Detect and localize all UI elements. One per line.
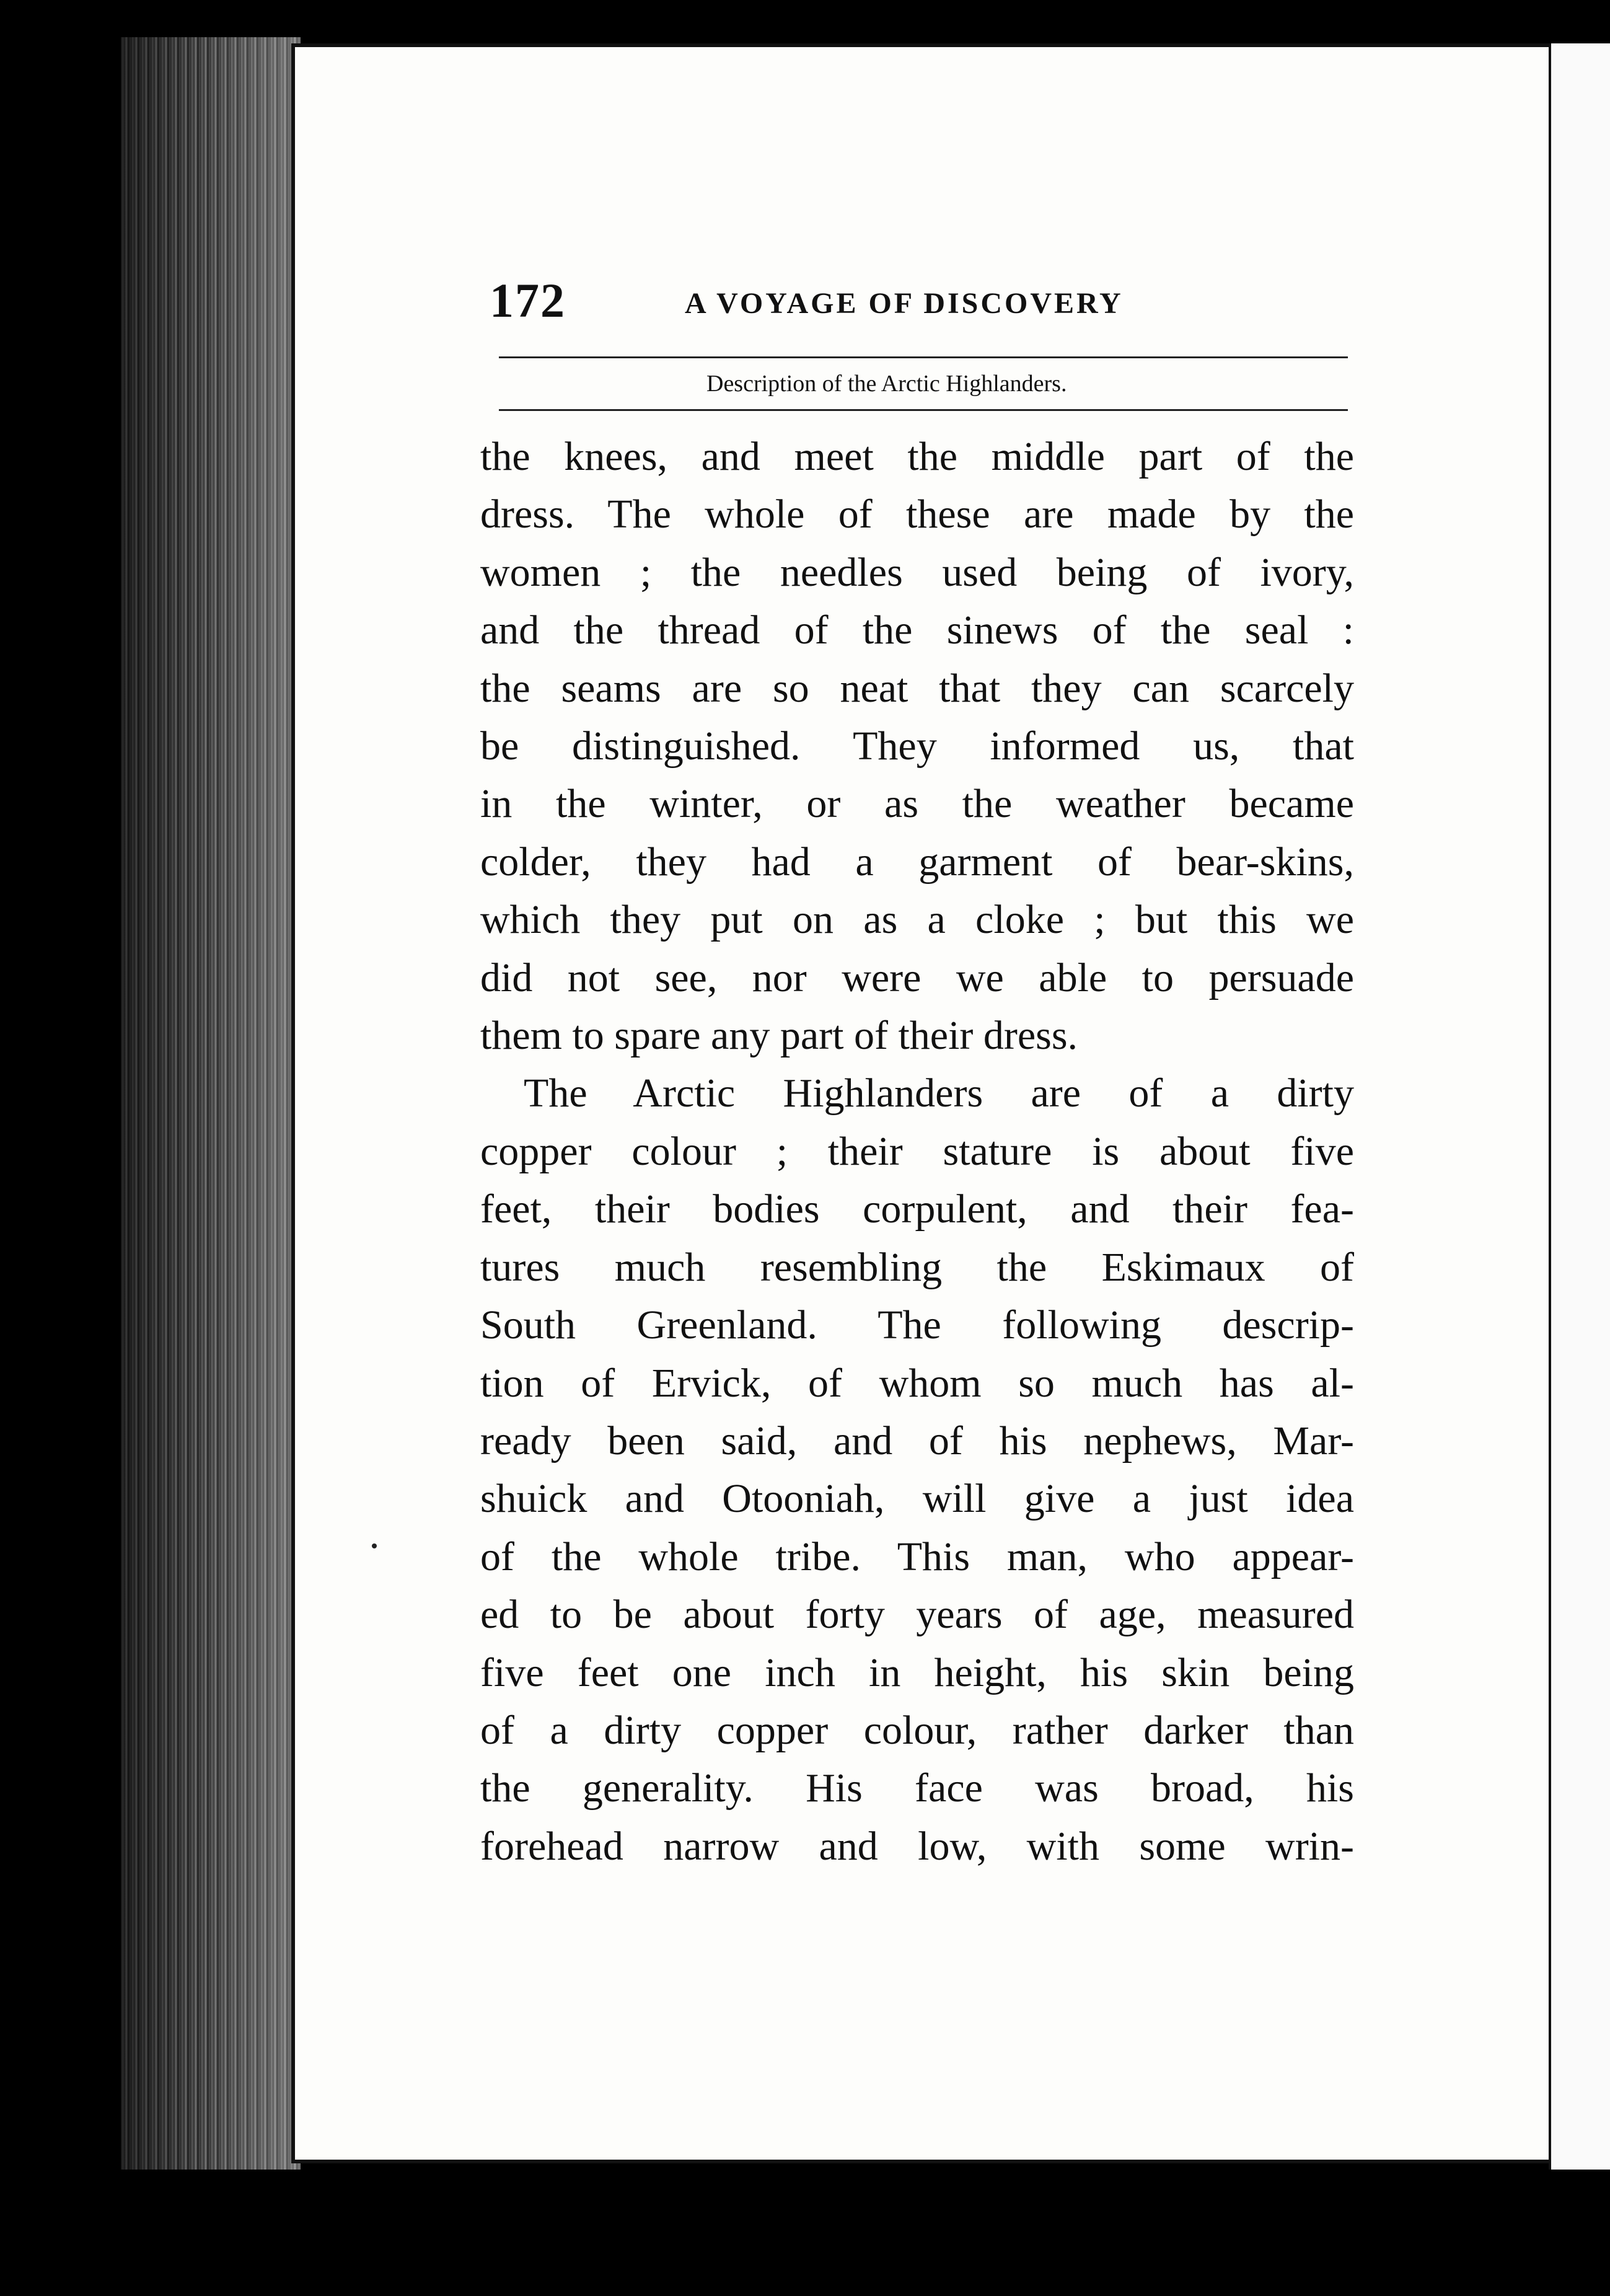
text-line: of a dirty copper colour, rather darker than <box>480 1707 1354 1753</box>
facing-page-edge <box>1549 43 1610 2170</box>
text-line: feet, their bodies corpulent, and their fea- <box>480 1186 1354 1232</box>
text-line: shuick and Otooniah, will give a just idea <box>480 1476 1354 1522</box>
text-line: and the thread of the sinews of the seal : <box>480 607 1354 653</box>
text-line: tures much resembling the Eskimaux of <box>480 1244 1354 1290</box>
text-line: them to spare any part of their dress. <box>480 1013 1078 1059</box>
text-line: be distinguished. They informed us, that <box>480 723 1354 769</box>
text-line: dress. The whole of these are made by the <box>480 492 1354 537</box>
text-line: in the winter, or as the weather became <box>480 781 1354 827</box>
text-line: did not see, nor were we able to persuade <box>480 955 1354 1000</box>
text-line: ready been said, and of his nephews, Mar- <box>480 1418 1354 1464</box>
text-line: the generality. His face was broad, his <box>480 1765 1354 1811</box>
text-line: forehead narrow and low, with some wrin- <box>480 1823 1354 1869</box>
text-line: the seams are so neat that they can scarcely <box>480 665 1354 711</box>
text-line: women ; the needles used being of ivory, <box>480 549 1354 595</box>
text-line: The Arctic Highlanders are of a dirty <box>524 1071 1354 1116</box>
body-text <box>480 428 1354 1875</box>
header-rule-top <box>499 356 1348 358</box>
text-line: which they put on as a cloke ; but this we <box>480 897 1354 943</box>
ink-speck <box>372 1543 377 1548</box>
text-line: five feet one inch in height, his skin being <box>480 1649 1354 1695</box>
page-edges <box>121 37 301 2170</box>
text-line: South Greenland. The following descrip- <box>480 1302 1354 1348</box>
text-line: colder, they had a garment of bear-skins, <box>480 839 1354 885</box>
header-rule-bottom <box>499 409 1348 411</box>
text-line: copper colour ; their stature is about five <box>480 1128 1354 1174</box>
page-number: 172 <box>490 273 566 327</box>
text-line: of the whole tribe. This man, who appear- <box>480 1534 1354 1579</box>
section-heading: Description of the Arctic Highlanders. <box>706 371 1067 397</box>
text-line: the knees, and meet the middle part of the <box>480 434 1354 479</box>
running-head <box>490 273 1357 347</box>
text-line: ed to be about forty years of age, measured <box>480 1592 1354 1638</box>
text-line: tion of Ervick, of whom so much has al- <box>480 1360 1354 1406</box>
book-title: A VOYAGE OF DISCOVERY <box>685 287 1124 320</box>
paragraph-2 <box>480 1064 1354 1875</box>
paragraph-1 <box>480 428 1354 1064</box>
